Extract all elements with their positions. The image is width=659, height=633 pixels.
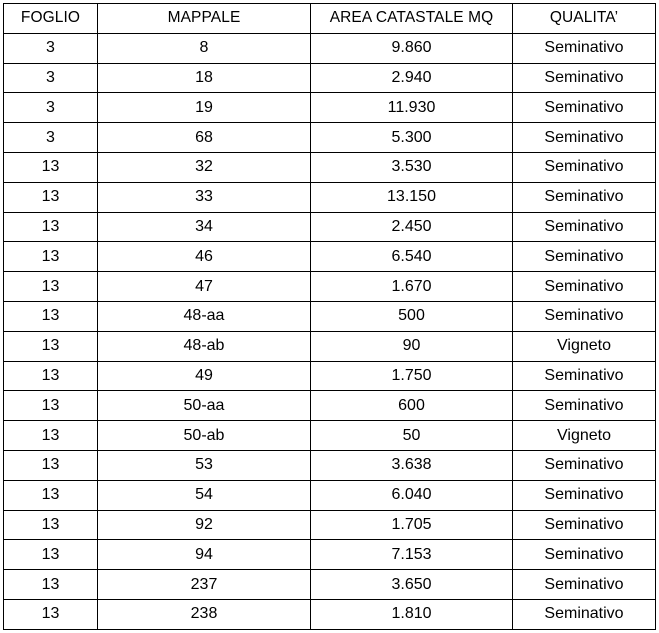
cell-area: 3.638 [311, 450, 513, 480]
table-row [4, 182, 656, 212]
cell-qualita: Seminativo [513, 301, 656, 331]
cell-qualita: Seminativo [513, 599, 656, 629]
table-row [4, 272, 656, 302]
cell-foglio: 13 [4, 510, 98, 540]
cell-area: 600 [311, 391, 513, 421]
cell-area: 6.040 [311, 480, 513, 510]
cell-foglio: 13 [4, 421, 98, 451]
table-row [4, 301, 656, 331]
cell-mappale: 47 [98, 272, 311, 302]
cell-qualita: Seminativo [513, 123, 656, 153]
table-row [4, 331, 656, 361]
cell-area: 13.150 [311, 182, 513, 212]
cell-qualita: Seminativo [513, 361, 656, 391]
table-row [4, 242, 656, 272]
cell-mappale: 237 [98, 570, 311, 600]
cell-foglio: 13 [4, 450, 98, 480]
cell-area: 1.705 [311, 510, 513, 540]
cell-qualita: Seminativo [513, 182, 656, 212]
cell-qualita: Seminativo [513, 391, 656, 421]
cell-qualita: Seminativo [513, 93, 656, 123]
header-row [4, 4, 656, 34]
cell-mappale: 18 [98, 63, 311, 93]
table-row [4, 450, 656, 480]
cell-foglio: 3 [4, 33, 98, 63]
header-mappale: MAPPALE [98, 4, 311, 34]
cell-foglio: 13 [4, 480, 98, 510]
cell-qualita: Seminativo [513, 570, 656, 600]
cell-foglio: 13 [4, 272, 98, 302]
cell-qualita: Seminativo [513, 510, 656, 540]
cell-area: 5.300 [311, 123, 513, 153]
cell-area: 1.670 [311, 272, 513, 302]
table-row [4, 540, 656, 570]
cell-mappale: 34 [98, 212, 311, 242]
cadastral-table [3, 3, 656, 630]
table-row [4, 361, 656, 391]
cell-qualita: Seminativo [513, 272, 656, 302]
cell-area: 2.940 [311, 63, 513, 93]
cell-foglio: 13 [4, 391, 98, 421]
cell-qualita: Seminativo [513, 152, 656, 182]
cell-area: 1.750 [311, 361, 513, 391]
cell-qualita: Vigneto [513, 331, 656, 361]
cell-mappale: 49 [98, 361, 311, 391]
cell-area: 500 [311, 301, 513, 331]
table-header [4, 4, 656, 34]
cell-foglio: 13 [4, 152, 98, 182]
table-body [4, 33, 656, 629]
table-row [4, 570, 656, 600]
cell-qualita: Vigneto [513, 421, 656, 451]
cell-mappale: 50-aa [98, 391, 311, 421]
cell-foglio: 13 [4, 570, 98, 600]
table-row [4, 480, 656, 510]
table-row [4, 391, 656, 421]
table-row [4, 93, 656, 123]
cell-foglio: 13 [4, 331, 98, 361]
cell-foglio: 13 [4, 242, 98, 272]
cell-qualita: Seminativo [513, 212, 656, 242]
header-qualita: QUALITA’ [513, 4, 656, 34]
cell-qualita: Seminativo [513, 242, 656, 272]
cell-mappale: 50-ab [98, 421, 311, 451]
cell-foglio: 13 [4, 540, 98, 570]
cell-area: 90 [311, 331, 513, 361]
table-row [4, 510, 656, 540]
cell-mappale: 238 [98, 599, 311, 629]
cell-area: 6.540 [311, 242, 513, 272]
cell-foglio: 13 [4, 599, 98, 629]
cell-mappale: 94 [98, 540, 311, 570]
cell-mappale: 32 [98, 152, 311, 182]
cell-qualita: Seminativo [513, 540, 656, 570]
cell-qualita: Seminativo [513, 480, 656, 510]
cell-qualita: Seminativo [513, 33, 656, 63]
table-row [4, 212, 656, 242]
cell-area: 3.650 [311, 570, 513, 600]
cell-mappale: 46 [98, 242, 311, 272]
cell-mappale: 19 [98, 93, 311, 123]
cell-area: 2.450 [311, 212, 513, 242]
table-row [4, 123, 656, 153]
cell-foglio: 3 [4, 93, 98, 123]
cell-mappale: 33 [98, 182, 311, 212]
header-area: AREA CATASTALE MQ [311, 4, 513, 34]
cell-area: 50 [311, 421, 513, 451]
cell-area: 7.153 [311, 540, 513, 570]
table-row [4, 421, 656, 451]
cell-area: 11.930 [311, 93, 513, 123]
cell-qualita: Seminativo [513, 63, 656, 93]
cell-mappale: 53 [98, 450, 311, 480]
cell-area: 1.810 [311, 599, 513, 629]
cell-foglio: 13 [4, 182, 98, 212]
table-row [4, 63, 656, 93]
cell-mappale: 48-ab [98, 331, 311, 361]
cell-mappale: 68 [98, 123, 311, 153]
cell-foglio: 3 [4, 123, 98, 153]
cell-foglio: 3 [4, 63, 98, 93]
table-row [4, 33, 656, 63]
cell-qualita: Seminativo [513, 450, 656, 480]
table-row [4, 152, 656, 182]
table-row [4, 599, 656, 629]
cell-mappale: 48-aa [98, 301, 311, 331]
cell-foglio: 13 [4, 212, 98, 242]
cell-foglio: 13 [4, 301, 98, 331]
cell-mappale: 92 [98, 510, 311, 540]
header-foglio: FOGLIO [4, 4, 98, 34]
cell-foglio: 13 [4, 361, 98, 391]
cell-area: 9.860 [311, 33, 513, 63]
cell-area: 3.530 [311, 152, 513, 182]
cell-mappale: 8 [98, 33, 311, 63]
cell-mappale: 54 [98, 480, 311, 510]
